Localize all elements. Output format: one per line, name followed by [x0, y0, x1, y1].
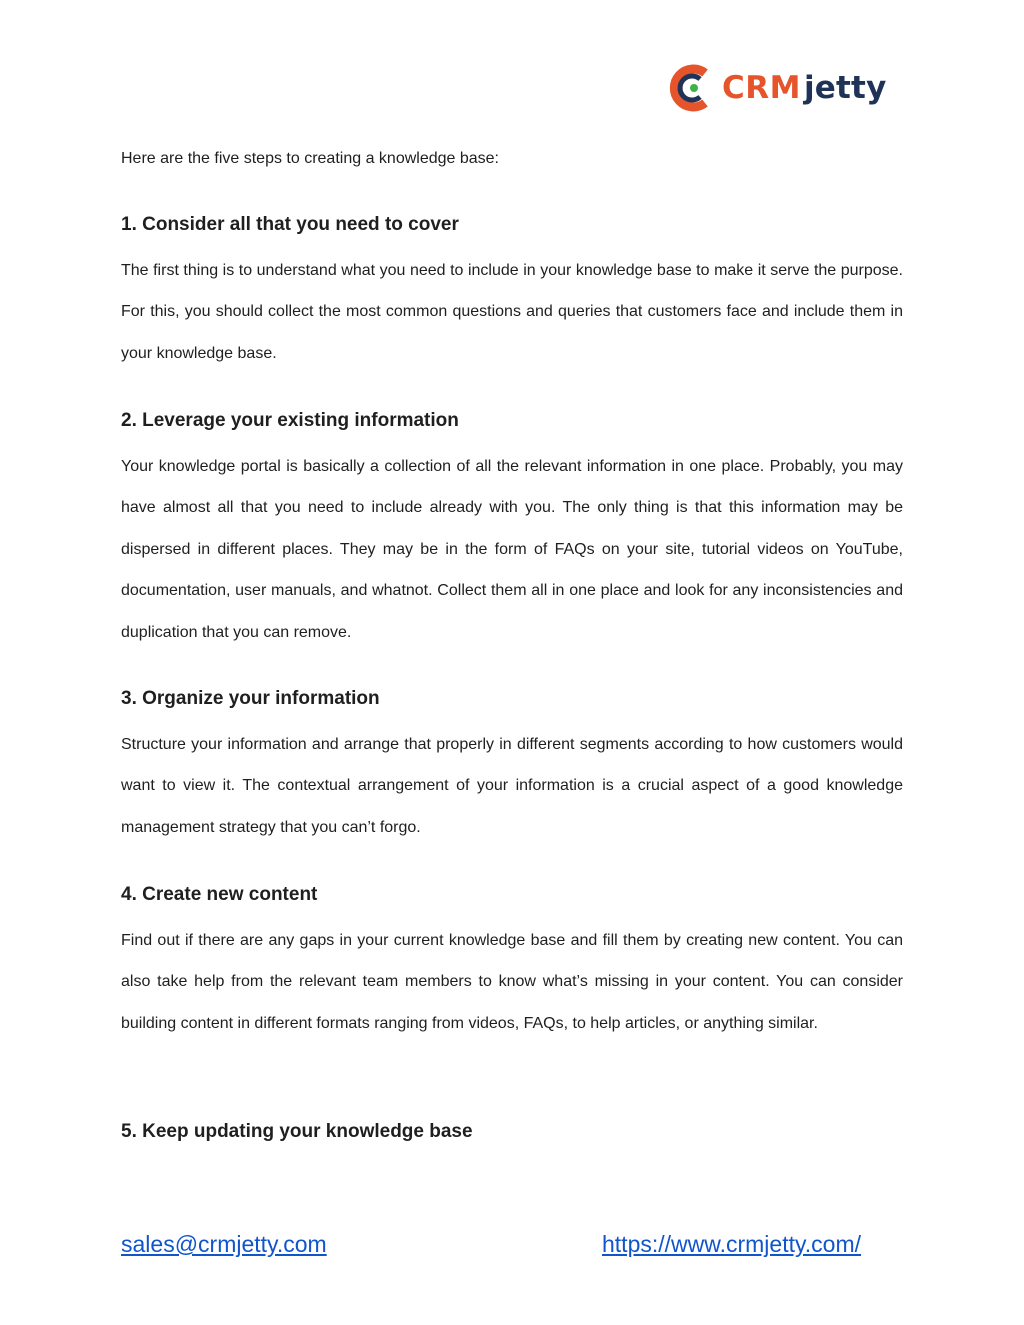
section-2-title: 2. Leverage your existing information: [121, 410, 459, 431]
section-3-body: Structure your information and arrange that properly in different segments according to how customers would want to view it. The contextual arrangement of your information is a crucial aspect of a good knowledge management strategy that you can’t forgo.: [121, 736, 903, 836]
intro-text: Here are the five steps to creating a knowledge base:: [121, 150, 499, 167]
section-1-title: 1. Consider all that you need to cover: [121, 214, 459, 235]
footer-website-link[interactable]: https://www.crmjetty.com/: [602, 1231, 862, 1257]
section-2-body: Your knowledge portal is basically a collection of all the relevant information in one place. Probably, you may have almost all that you need to include already with you. The only thing is that this information may be dispersed in different places. They may be in the form of FAQs on your site, tutorial videos on YouTube, documentation, user manuals, and whatnot. Collect them all in one place and look for any inconsistencies and duplication that you can remove.: [121, 458, 903, 641]
crmjetty-logo: [664, 60, 886, 116]
crmjetty-logo-icon: [664, 61, 718, 115]
section-3-title: 3. Organize your information: [121, 688, 380, 709]
section-4-title: 4. Create new content: [121, 884, 318, 905]
section-5-title: 5. Keep updating your knowledge base: [121, 1121, 473, 1142]
section-4-body: Find out if there are any gaps in your current knowledge base and fill them by creating new content. You can also take help from the relevant team members to know what’s missing in your content. You can consider building content in different formats ranging from videos, FAQs, to help articles, or anything similar.: [121, 932, 903, 1032]
section-1-body: The first thing is to understand what you need to include in your knowledge base to make it serve the purpose. For this, you should collect the most common questions and queries that customers face and include them in your knowledge base.: [121, 262, 903, 362]
logo-text-crm: CRM: [722, 69, 801, 106]
footer-email-link[interactable]: sales@crmjetty.com: [121, 1231, 327, 1257]
crmjetty-wordmark: [722, 69, 887, 106]
logo-text-jetty: jetty: [803, 69, 887, 106]
